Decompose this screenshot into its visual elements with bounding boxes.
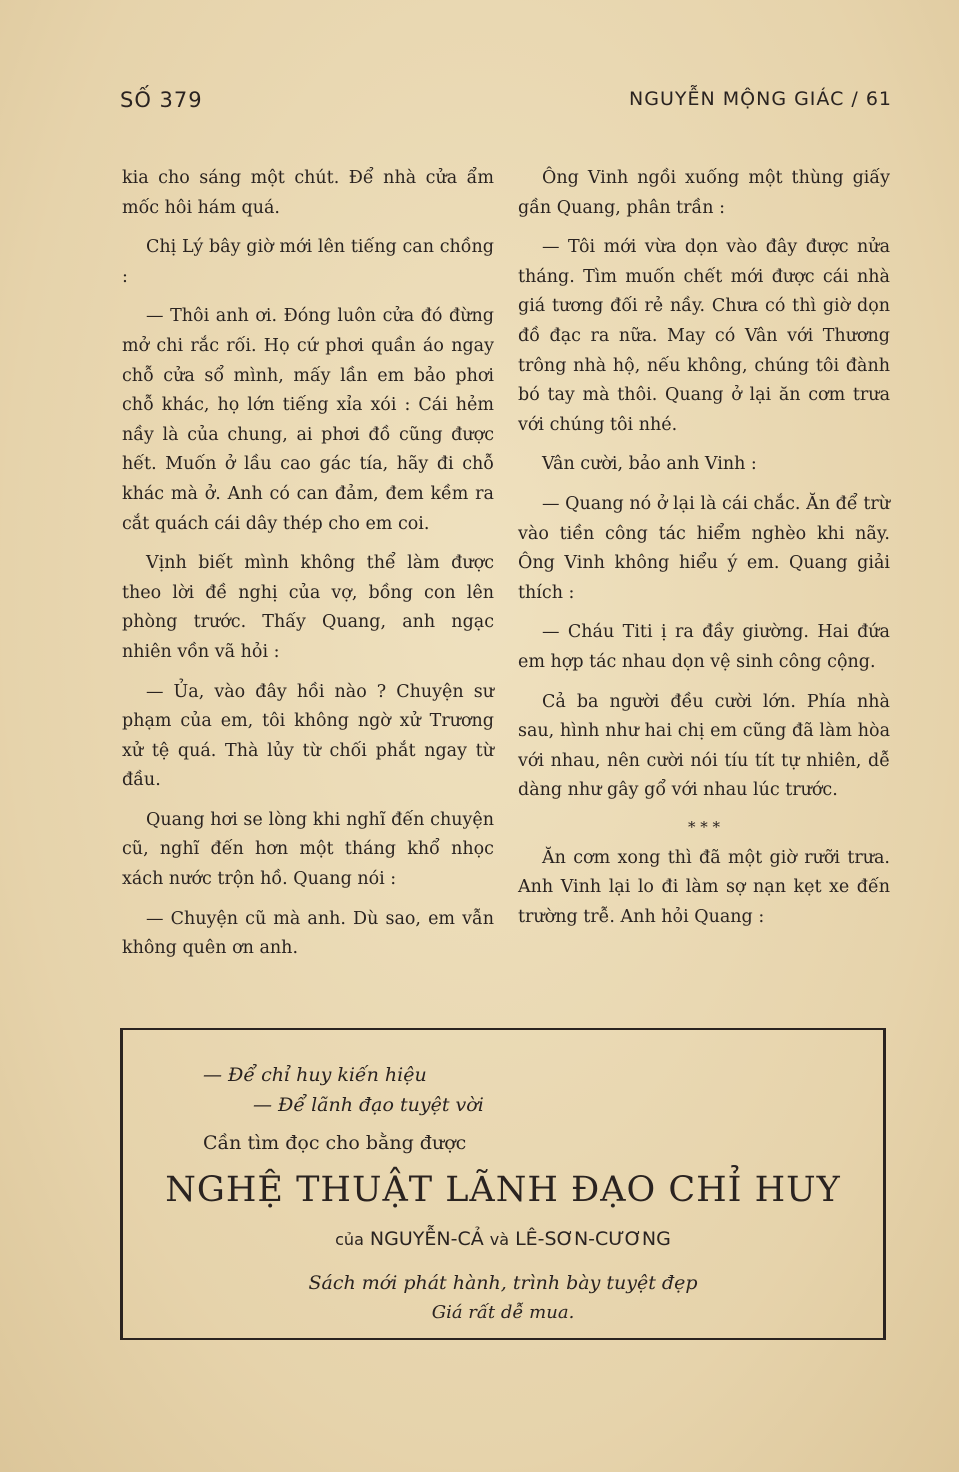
left-column <box>122 164 494 974</box>
section-break-asterisks: * * * <box>687 817 721 836</box>
right-column <box>518 164 890 943</box>
ad-authors <box>123 1228 883 1250</box>
paragraph: Ăn cơm xong thì đã một giờ rưỡi trưa. Anh Vinh lại lo đi làm sợ nạn kẹt xe đến trường trễ. Anh hỏi Quang : <box>518 847 890 928</box>
book-advertisement <box>120 1028 886 1340</box>
issue-number: SỐ 379 <box>120 88 203 112</box>
ad-price-note: Giá rất dễ mua. <box>431 1302 575 1323</box>
paragraph: — Cháu Titi ị ra đầy giường. Hai đứa em hợp tác nhau dọn vệ sinh công cộng. <box>518 622 890 672</box>
ad-tagline-1: — Để chỉ huy kiến hiệu <box>203 1064 427 1086</box>
paragraph: — Quang nó ở lại là cái chắc. Ăn để trừ vào tiền công tác hiểm nghèo khi nãy. Ông Vinh không hiểu ý em. Quang giải thích : <box>518 493 890 603</box>
ad-release-note: Sách mới phát hành, trình bày tuyệt đẹp <box>308 1272 698 1294</box>
ad-by: của <box>335 1230 364 1249</box>
paragraph: — Ủa, vào đây hồi nào ? Chuyện sư phạm của em, tôi không ngờ xử Trương xử tệ quá. Thà lủy từ chối phắt ngay từ đầu. <box>122 681 494 791</box>
paragraph: — Tôi mới vừa dọn vào đây được nửa tháng. Tìm muốn chết mới được cái nhà giá tương đối rẻ nầy. Chưa có thì giờ dọn đồ đạc ra nữa. May có Vân với Thương trông nhà hộ, nếu không, chúng tôi đành bó tay mà thôi. Quang ở lại ăn cơm trưa với chúng tôi nhé. <box>518 237 890 435</box>
paragraph: Quang hơi se lòng khi nghĩ đến chuyện cũ, nghĩ đến hơn một tháng khổ nhọc xách nước trộn hồ. Quang nói : <box>122 809 494 890</box>
paragraph: — Chuyện cũ mà anh. Dù sao, em vẫn không quên ơn anh. <box>122 908 494 959</box>
paragraph: kia cho sáng một chút. Để nhà cửa ẩm mốc hôi hám quá. <box>122 168 494 218</box>
paragraph: Vịnh biết mình không thể làm được theo lời đề nghị của vợ, bồng con lên phòng trước. Thấy Quang, anh ngạc nhiên vồn vã hỏi : <box>122 553 494 662</box>
ad-and: và <box>489 1230 510 1249</box>
paragraph: — Thôi anh ơi. Đóng luôn cửa đó đừng mở chi rắc rối. Họ cứ phơi quần áo ngay chỗ cửa sổ mình, mấy lần em bảo phơi chỗ khác, họ lớn tiếng xỉa xói : Cái hẻm nầy là của chung, ai phơi đồ cũng được hết. Muốn ở lầu cao gác tía, hãy đi chỗ khác mà ở. Anh có can đảm, đem kềm ra cắt quách cái dây thép cho em coi. <box>122 306 494 534</box>
paragraph: Vân cười, bảo anh Vinh : <box>542 454 757 475</box>
ad-book-title: NGHỆ THUẬT LÃNH ĐẠO CHỈ HUY <box>165 1170 841 1210</box>
ad-tagline-2: — Để lãnh đạo tuyệt vời <box>253 1094 484 1116</box>
paragraph: Chị Lý bây giờ mới lên tiếng can chồng : <box>122 237 494 287</box>
ad-author-1: NGUYỄN-CẢ <box>369 1228 484 1250</box>
paragraph: Ông Vinh ngồi xuống một thùng giấy gần Quang, phân trần : <box>518 168 890 218</box>
ad-call-to-read: Cần tìm đọc cho bằng được <box>203 1132 467 1154</box>
page-header <box>120 88 892 120</box>
ad-author-2: LÊ-SƠN-CƯƠNG <box>515 1228 671 1250</box>
paragraph: Cả ba người đều cười lớn. Phía nhà sau, hình như hai chị em cũng đã làm hòa với nhau, nên cười nói tíu tít tự nhiên, dễ dàng như gây gổ với nhau lúc trước. <box>518 691 890 801</box>
author-page-number: NGUYỄN MỘNG GIÁC / 61 <box>629 88 892 110</box>
